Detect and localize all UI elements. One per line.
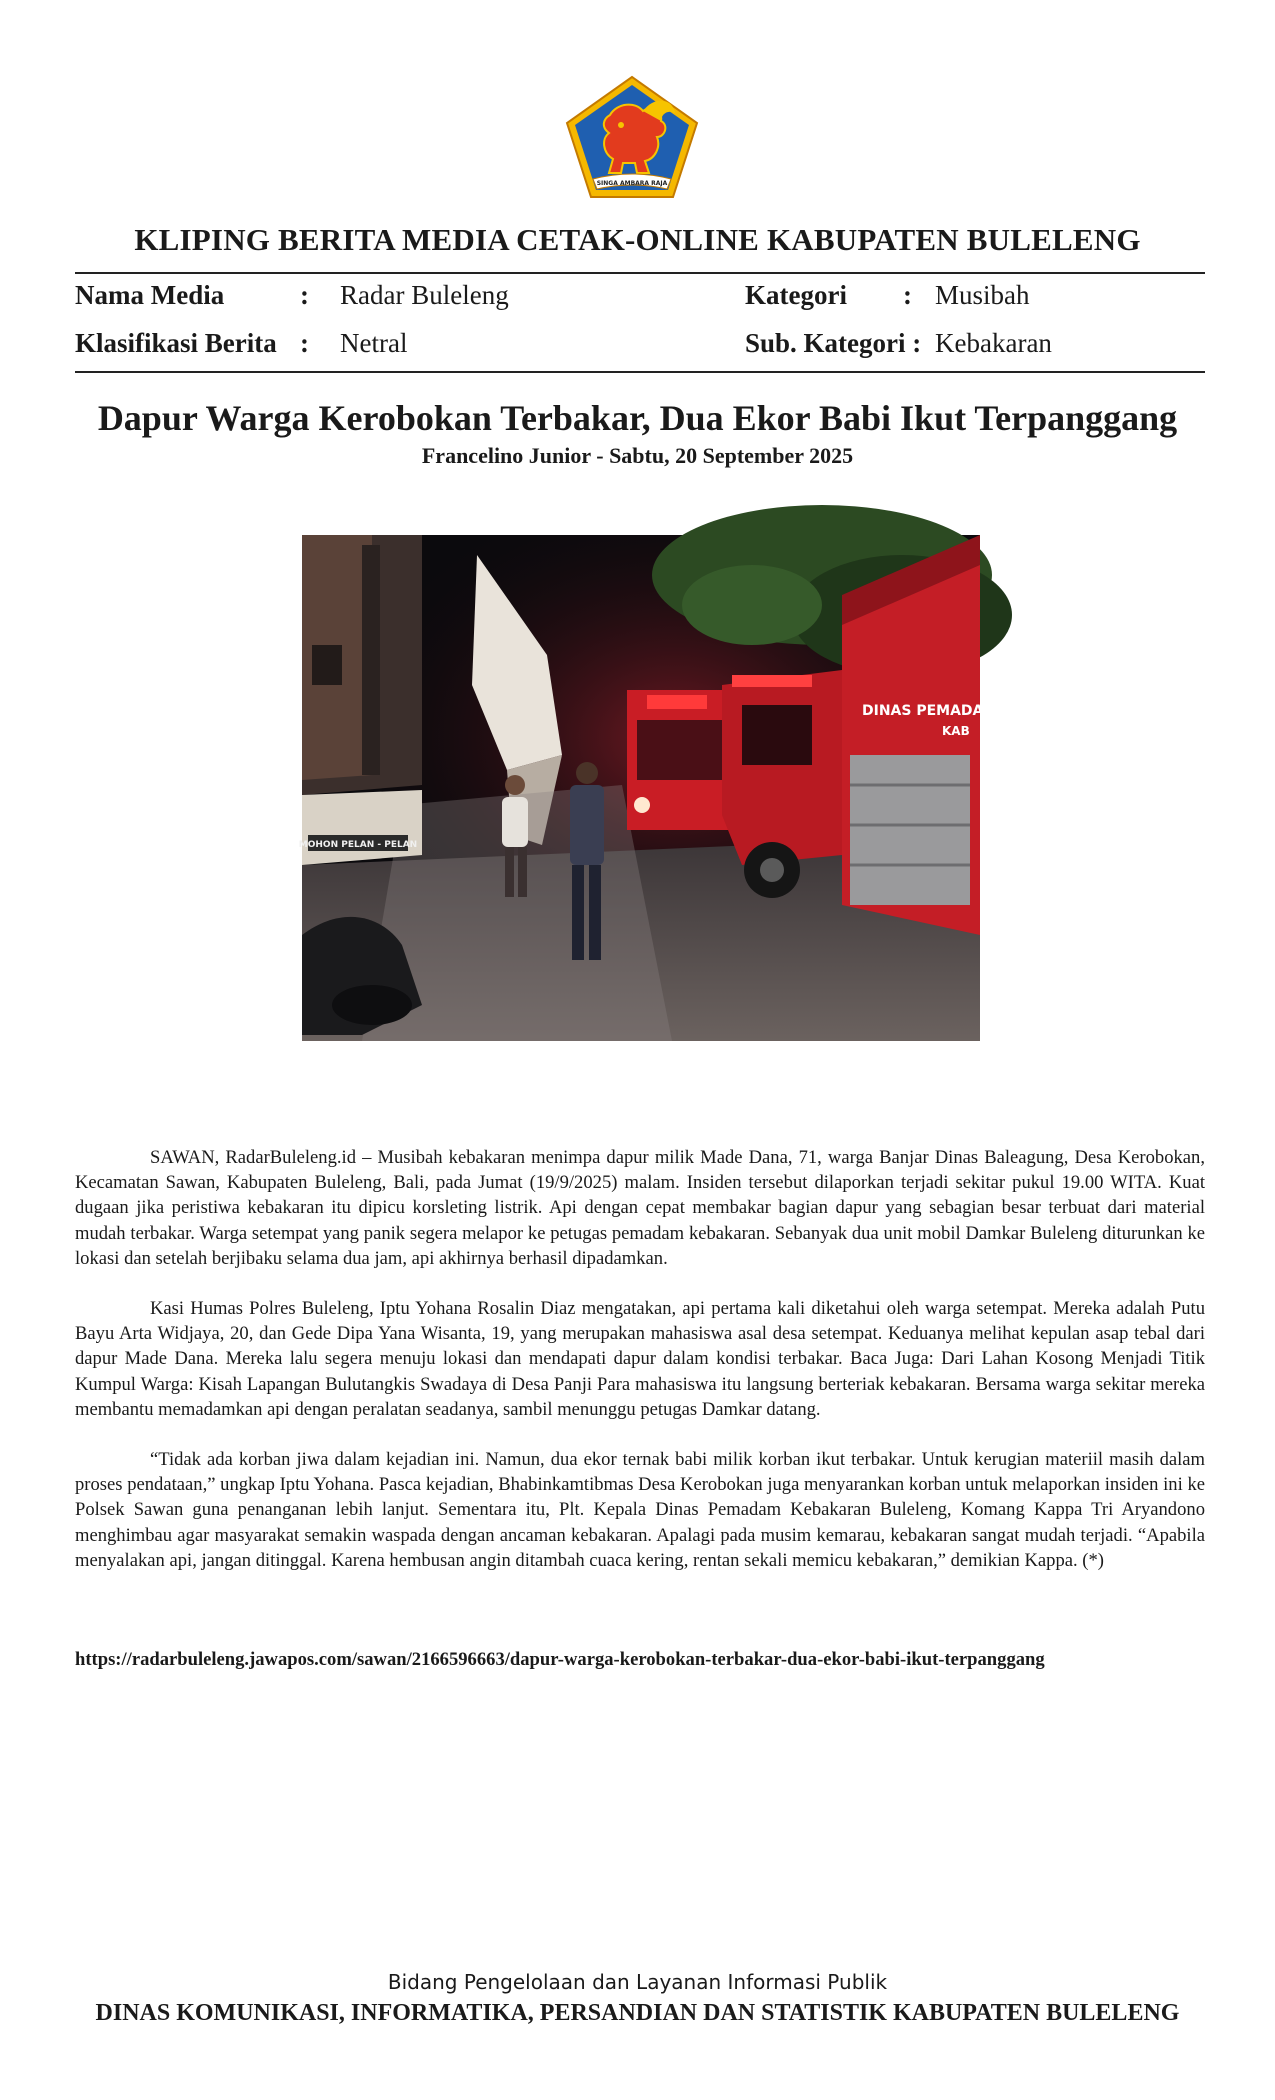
article-paragraph: SAWAN, RadarBuleleng.id – Musibah kebakaran menimpa dapur milik Made Dana, 71, warga Banjar Dinas Baleagung, Desa Kerobokan, Kecamatan Sawan, Kabupaten Buleleng, Bali, pada Jumat (19/9/2025) malam. Insiden tersebut dilaporkan terjadi sekitar pukul 19.00 WITA. Kuat dugaan jika peristiwa kebakaran itu dipicu korsleting listrik. Api dengan cepat membakar bagian dapur yang sebagian besar terbuat dari material mudah terbakar. Warga setempat yang panik segera melapor ke petugas pemadam kebakaran. Sebanyak dua unit mobil Damkar Buleleng diturunkan ke lokasi dan setelah berjibaku selama dua jam, api akhirnya berhasil dipadamkan. <box>75 1147 1205 1269</box>
media-value: Radar Buleleng <box>340 280 509 310</box>
subcategory-value: Kebakaran <box>935 328 1052 358</box>
source-link[interactable]: https://radarbuleleng.jawapos.com/sawan/2166596663/dapur-warga-kerobokan-terbakar-dua-ekor-babi-ikut-terpanggang <box>75 1649 1045 1670</box>
logo-ribbon-text: SINGA AMBARA RAJA <box>596 180 668 187</box>
media-colon: : <box>300 280 309 310</box>
article-byline: Francelino Junior - Sabtu, 20 September 2025 <box>421 443 854 468</box>
classification-colon: : <box>300 328 309 358</box>
subcategory-label: Sub. Kategori : <box>745 328 922 358</box>
article-title: Dapur Warga Kerobokan Terbakar, Dua Ekor Babi Ikut Terpanggang <box>97 398 1178 438</box>
media-meta-block <box>75 276 1205 370</box>
article-photo <box>298 535 998 1041</box>
classification-value: Netral <box>340 328 408 358</box>
footer-agency: DINAS KOMUNIKASI, INFORMATIKA, PERSANDIAN DAN STATISTIK KABUPATEN BULELENG <box>95 2000 1180 2026</box>
singa-ambara-raja-emblem-icon <box>565 75 700 200</box>
category-label: Kategori <box>745 280 847 310</box>
article-paragraph: “Tidak ada korban jiwa dalam kejadian ini. Namun, dua ekor ternak babi milik korban ikut terbakar. Untuk kerugian materiil masih dalam proses pendataan,” ungkap Iptu Yohana. Pasca kejadian, Bhabinkamtibmas Desa Kerobokan juga menyarankan korban untuk melaporkan insiden ini ke Polsek Sawan guna penanganan lebih lanjut. Sementara itu, Plt. Kepala Dinas Pemadam Kebakaran Buleleng, Komang Kappa Tri Aryandono menghimbau agar masyarakat semakin waspada dengan ancaman kebakaran. Apalagi pada musim kemarau, kebakaran sangat mudah terjadi. “Apabila menyalakan api, jangan ditinggal. Karena hembusan angin ditambah cuaca kering, rentan sekali memicu kebakaran,” demikian Kappa. (*) <box>75 1449 1205 1571</box>
classification-label: Klasifikasi Berita <box>75 328 277 358</box>
article-body <box>75 1145 1205 1598</box>
divider-bottom <box>75 371 1205 373</box>
page-title: KLIPING BERITA MEDIA CETAK-ONLINE KABUPATEN BULELENG <box>134 222 1141 257</box>
category-value: Musibah <box>935 280 1030 310</box>
sign-text: MOHON PELAN - PELAN <box>298 840 418 850</box>
truck-text-2: KAB <box>942 724 970 738</box>
divider-top <box>75 272 1205 274</box>
article-paragraph: Kasi Humas Polres Buleleng, Iptu Yohana Rosalin Diaz mengatakan, api pertama kali diketahui oleh warga setempat. Mereka adalah Putu Bayu Arta Widjaya, 20, dan Gede Dipa Yana Wisanta, 19, yang merupakan mahasiswa asal desa setempat. Keduanya melihat kepulan asap tebal dari dapur Made Dana. Mereka lalu segera menuju lokasi dan mendapati dapur dalam kondisi terbakar. Baca Juga: Dari Lahan Kosong Menjadi Titik Kumpul Warga: Kisah Lapangan Bulutangkis Swadaya di Desa Panji Para mahasiswa itu langsung berteriak kebakaran. Bersama warga sekitar mereka membantu memadamkan api dengan peralatan seadanya, sambil menunggu petugas Damkar datang. <box>75 1298 1205 1420</box>
category-colon: : <box>903 280 912 310</box>
media-label: Nama Media <box>75 280 225 310</box>
truck-text: DINAS PEMADAM <box>862 703 998 719</box>
footer-department: Bidang Pengelolaan dan Layanan Informasi Publik <box>387 1970 888 1994</box>
